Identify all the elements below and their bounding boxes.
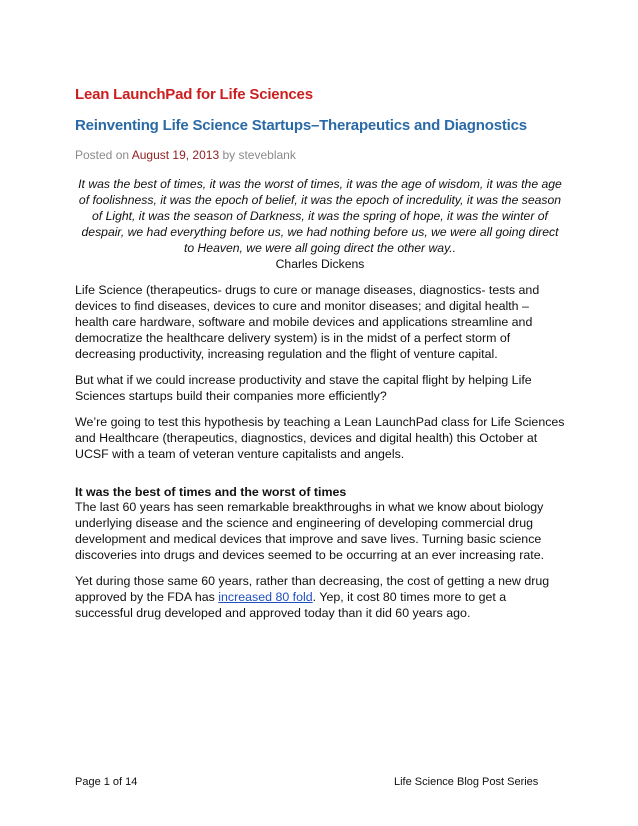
post-date-link[interactable]: August 19, 2013 bbox=[131, 148, 220, 162]
body-paragraph-1: Life Science (therapeutics- drugs to cure or manage diseases, diagnostics- tests and devices to find diseases, devices to cure and monitor diseases; and digital health – health care hardware, software and mobile devices and applications streamline and democratize the healthcare delivery system) is in the midst of a perfect storm of decreasing productivity, increasing regulation and the flight of venture capital. bbox=[75, 283, 540, 361]
document-title: Lean LaunchPad for Life Sciences bbox=[75, 86, 313, 103]
section-heading: It was the best of times and the worst of times bbox=[75, 485, 347, 499]
section-paragraph-1: The last 60 years has seen remarkable breakthroughs in what we know about biology underlying disease and the science and engineering of developing commercial drug development and medical devices that improve and save lives. Turning basic science discoveries into drugs and devices seemed to be occurring at an ever increasing rate. bbox=[75, 500, 545, 562]
post-author: by steveblank bbox=[222, 148, 296, 162]
series-title: Life Science Blog Post Series bbox=[394, 776, 539, 788]
posted-on-label: Posted on bbox=[75, 148, 130, 162]
quote-text: It was the best of times, it was the worst of times, it was the age of wisdom, it was the age of foolishness, it was the epoch of belief, it was the epoch of incredulity, it was the season of Light, it was the season of Darkness, it was the spring of hope, it was the winter of despair, we had everything before us, we had nothing before us, we were all going direct to Heaven, we were all going direct the other way.. bbox=[78, 177, 562, 255]
post-meta bbox=[75, 148, 565, 162]
page-content bbox=[75, 86, 565, 631]
epigraph-quote bbox=[75, 176, 565, 272]
increased-80-fold-link[interactable]: increased 80 fold bbox=[218, 590, 313, 604]
quote-attribution: Charles Dickens bbox=[275, 257, 365, 271]
post-title: Reinventing Life Science Startups–Therapeutics and Diagnostics bbox=[75, 117, 527, 134]
page-number: Page 1 of 14 bbox=[75, 776, 138, 788]
section-paragraph-2-end: . Yep, it cost 80 times more to get a successful drug developed and approved today than it did 60 years ago. bbox=[75, 590, 507, 620]
section-paragraph-2 bbox=[75, 573, 565, 621]
body-paragraph-2: But what if we could increase productivity and stave the capital flight by helping Life Sciences startups build their companies more efficiently? bbox=[75, 373, 532, 403]
body-paragraph-3: We’re going to test this hypothesis by teaching a Lean LaunchPad class for Life Sciences and Healthcare (therapeutics, diagnostics, devices and digital health) this October at UCSF with a team of veteran venture capitalists and angels. bbox=[75, 415, 565, 461]
section-paragraph-2-start: Yet during those same 60 years, rather than decreasing, the cost of getting a new drug approved by the FDA has bbox=[75, 574, 550, 604]
